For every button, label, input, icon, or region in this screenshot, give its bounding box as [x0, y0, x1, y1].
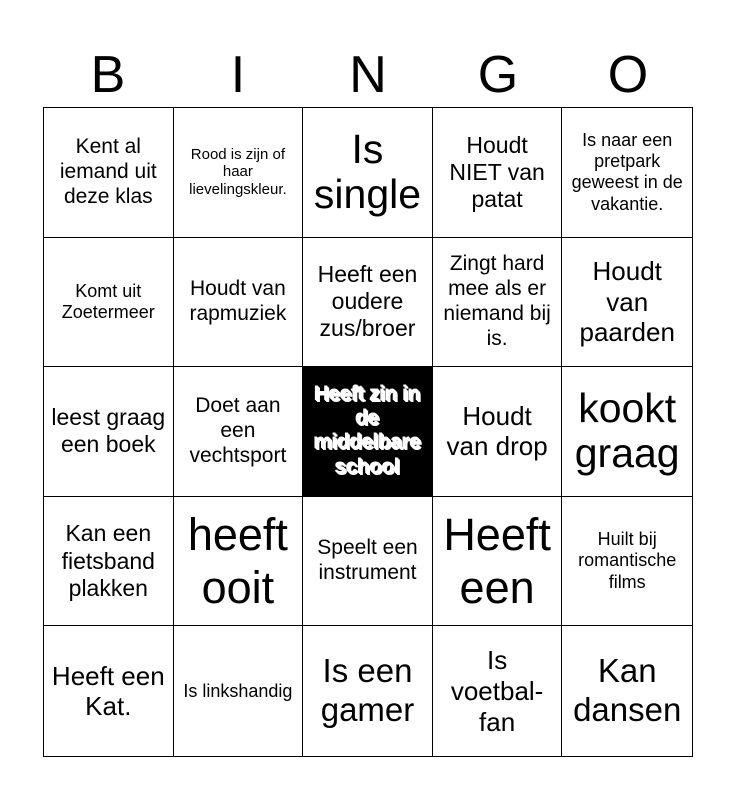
bingo-cell[interactable] — [303, 108, 433, 238]
bingo-board — [43, 107, 693, 757]
header-letter-o: O — [607, 46, 649, 104]
bingo-cell[interactable] — [44, 367, 174, 497]
cell-text: Houdt van paarden — [579, 255, 675, 348]
bingo-cell[interactable] — [562, 497, 692, 627]
cell-text: Is single — [313, 126, 422, 218]
bingo-cell[interactable] — [562, 238, 692, 368]
cell-text: Houdt van rapmuziek — [189, 277, 287, 325]
bingo-cell[interactable] — [174, 238, 304, 368]
bingo-cell[interactable] — [433, 367, 563, 497]
bingo-cell[interactable] — [174, 497, 304, 627]
bingo-cell[interactable] — [433, 238, 563, 368]
bingo-cell[interactable] — [562, 108, 692, 238]
cell-text: heeft ooit — [187, 509, 288, 614]
cell-text: Heeft een oudere zus/broer — [317, 261, 418, 342]
cell-text: Speelt een instrument — [317, 536, 418, 585]
cell-text: Zingt hard mee als er niemand bij is. — [443, 252, 551, 350]
cell-text: Komt uit Zoetermeer — [61, 280, 155, 322]
bingo-cell[interactable] — [44, 497, 174, 627]
bingo-cell[interactable] — [174, 108, 304, 238]
bingo-cell[interactable] — [174, 367, 304, 497]
cell-text: Doet aan een vechtsport — [189, 394, 287, 467]
cell-text: Heeft een — [443, 509, 551, 614]
cell-text: kookt graag — [574, 385, 680, 477]
bingo-cell[interactable] — [174, 626, 304, 756]
bingo-cell[interactable] — [562, 626, 692, 756]
header-letter-n: N — [349, 46, 387, 104]
bingo-cell[interactable] — [303, 497, 433, 627]
bingo-cell[interactable] — [433, 108, 563, 238]
cell-text: Is voetbal-fan — [450, 645, 544, 737]
cell-text: Kan dansen — [573, 652, 682, 729]
cell-text: Is linkshandig — [183, 680, 293, 701]
cell-text: Is naar een pretpark geweest in de vakantie. — [571, 129, 683, 214]
cell-text: leest graag een boek — [51, 404, 166, 458]
bingo-cell[interactable] — [303, 626, 433, 756]
bingo-cell[interactable] — [433, 497, 563, 627]
cell-text: Houdt NIET van patat — [449, 131, 545, 212]
cell-text: Kan een fietsband plakken — [61, 520, 155, 601]
cell-text: Huilt bij romantische films — [578, 529, 677, 592]
cell-text: Is een gamer — [320, 652, 415, 729]
bingo-cell[interactable] — [433, 626, 563, 756]
free-space-text: Heeft zin in de middelbare school — [313, 383, 422, 479]
free-space-cell[interactable] — [303, 367, 433, 497]
bingo-cell[interactable] — [44, 108, 174, 238]
header-letter-g: G — [477, 46, 519, 104]
cell-text: Kent al iemand uit deze klas — [59, 135, 157, 208]
bingo-cell[interactable] — [562, 367, 692, 497]
bingo-header — [43, 44, 693, 106]
header-letter-i: I — [230, 46, 246, 104]
bingo-cell[interactable] — [44, 626, 174, 756]
bingo-cell[interactable] — [44, 238, 174, 368]
cell-text: Houdt van drop — [446, 400, 548, 462]
cell-text: Rood is zijn of haar lievelingskleur. — [189, 145, 287, 199]
header-letter-b: B — [90, 46, 126, 104]
bingo-cell[interactable] — [303, 238, 433, 368]
cell-text: Heeft een Kat. — [51, 660, 165, 722]
